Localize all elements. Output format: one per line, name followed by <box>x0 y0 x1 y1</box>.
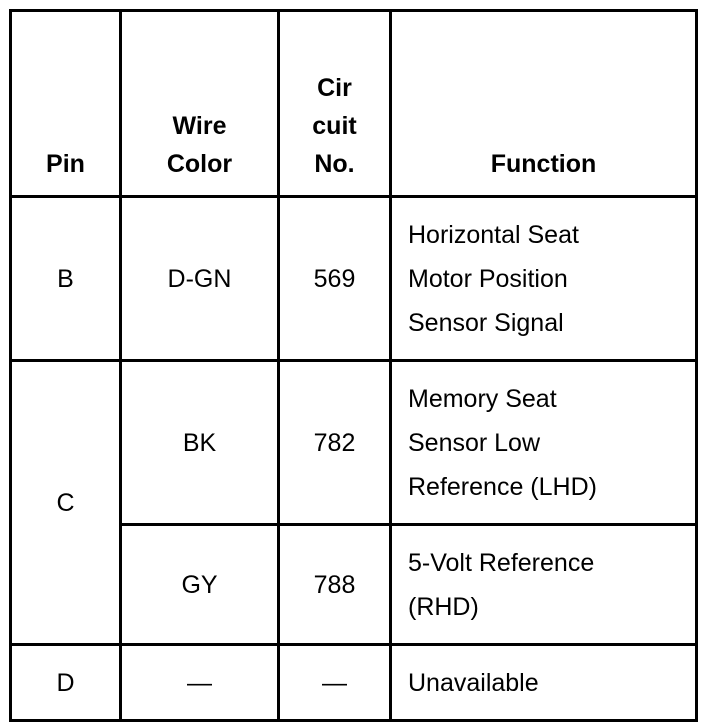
circuit-no-cell: — <box>279 645 391 721</box>
header-pin-label: Pin <box>46 150 85 178</box>
header-wire-color-line-2: Color <box>166 150 233 178</box>
function-line: 5-Volt Reference <box>408 548 595 577</box>
header-circuit-no-line-1: Cir <box>317 74 352 102</box>
table-header-row <box>11 11 697 197</box>
function-line: Sensor Low <box>408 428 541 457</box>
function-line: Unavailable <box>408 668 539 697</box>
circuit-no-cell: 788 <box>279 525 391 645</box>
circuit-no-cell: 782 <box>279 361 391 525</box>
header-pin <box>11 11 121 197</box>
wire-color-cell: BK <box>121 361 279 525</box>
connector-pinout-table <box>9 9 698 722</box>
header-wire-color-line-1: Wire <box>172 112 227 140</box>
function-line: Horizontal Seat <box>408 220 579 249</box>
header-function-label: Function <box>490 150 597 178</box>
wire-color-cell: — <box>121 645 279 721</box>
function-line: Memory Seat <box>408 384 557 413</box>
function-line: (RHD) <box>408 592 479 621</box>
wire-color-cell: D-GN <box>121 197 279 361</box>
table-row <box>11 197 697 361</box>
table-row <box>11 645 697 721</box>
function-line: Sensor Signal <box>408 308 564 337</box>
circuit-no-cell: 569 <box>279 197 391 361</box>
pin-cell: D <box>11 645 121 721</box>
function-cell <box>391 645 697 721</box>
function-cell <box>391 197 697 361</box>
header-circuit-no-line-3: No. <box>314 150 355 178</box>
function-line: Reference (LHD) <box>408 472 597 501</box>
table-row <box>11 361 697 525</box>
header-wire-color <box>121 11 279 197</box>
function-cell <box>391 525 697 645</box>
header-circuit-no <box>279 11 391 197</box>
wire-color-cell: GY <box>121 525 279 645</box>
function-cell <box>391 361 697 525</box>
pin-cell: C <box>11 361 121 645</box>
header-circuit-no-line-2: cuit <box>312 112 357 140</box>
header-function <box>391 11 697 197</box>
pin-cell: B <box>11 197 121 361</box>
function-line: Motor Position <box>408 264 568 293</box>
